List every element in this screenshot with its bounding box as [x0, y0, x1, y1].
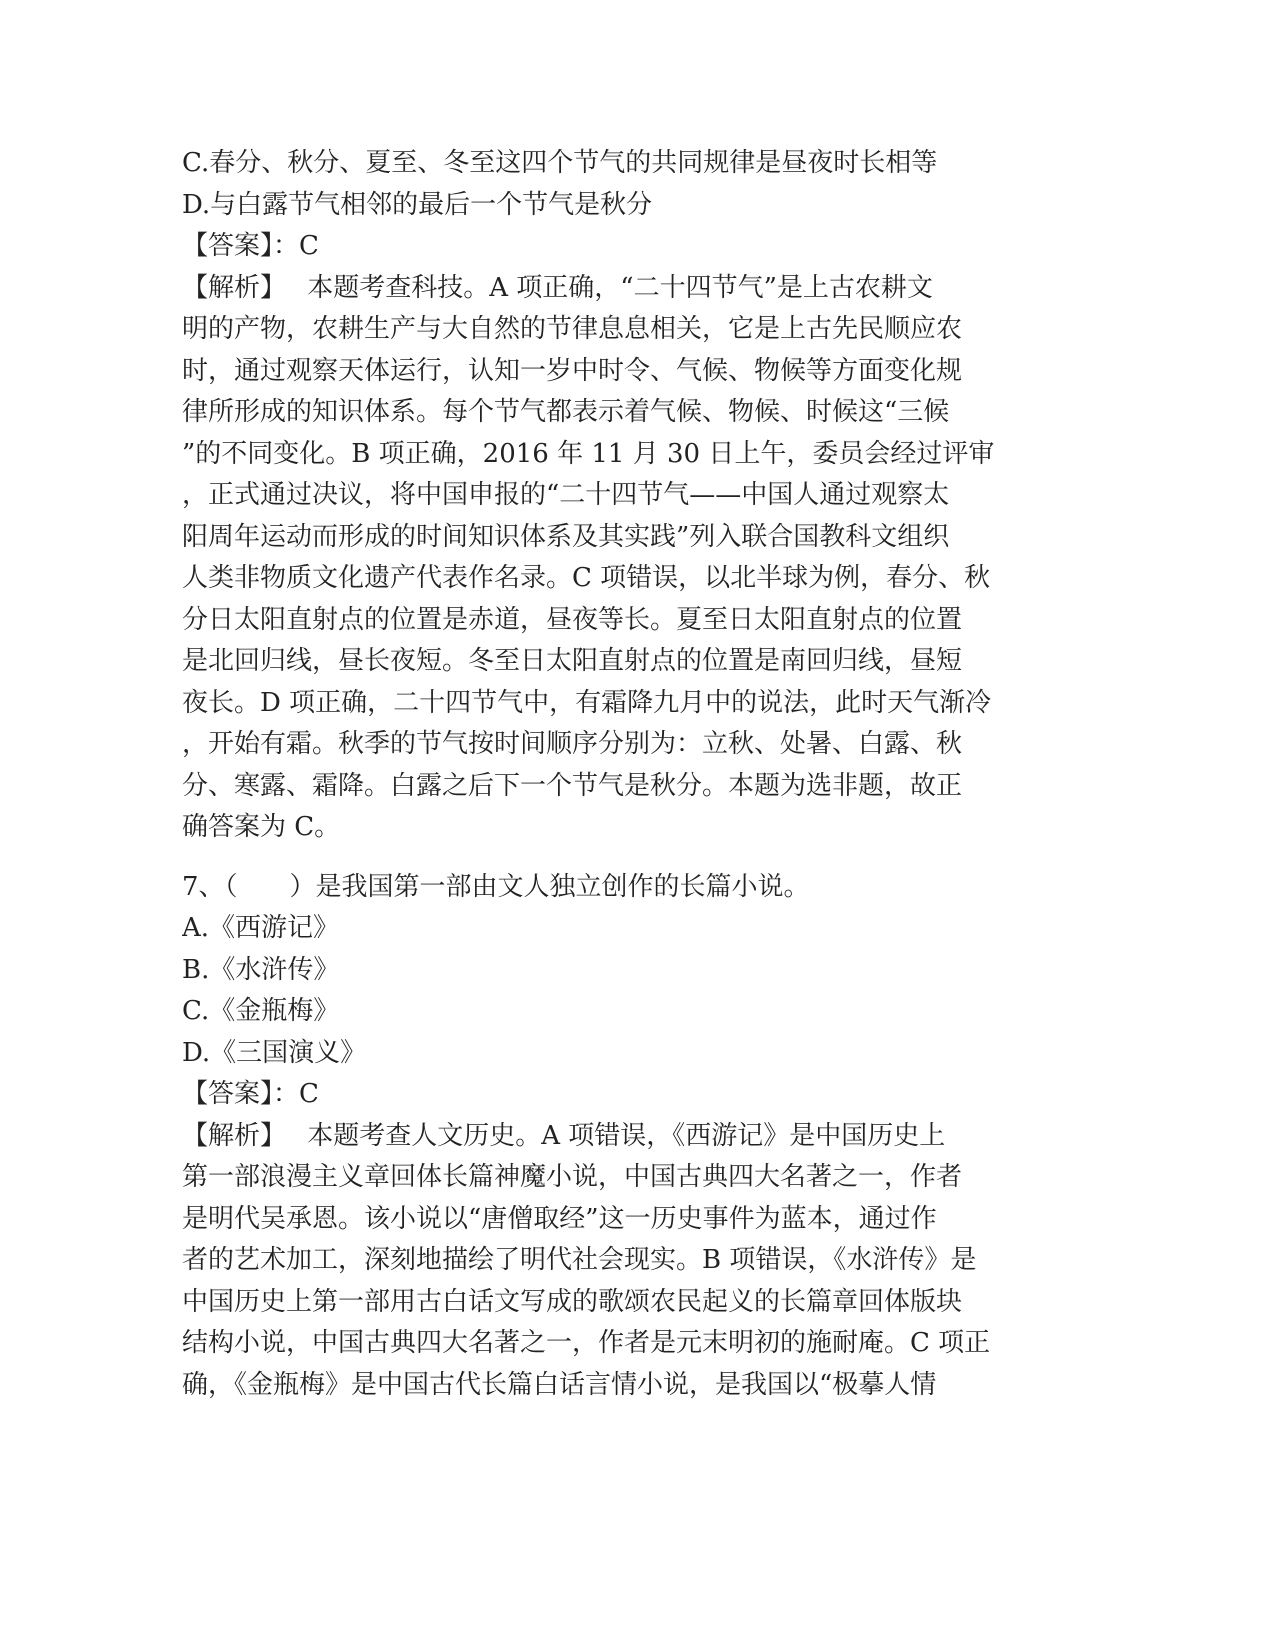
analysis-line: ”的不同变化。B 项正确，2016 年 11 月 30 日上午，委员会经过评审: [182, 438, 995, 469]
analysis-line: 第一部浪漫主义章回体长篇神魔小说，中国古典四大名著之一，作者: [182, 1162, 963, 1192]
analysis-line: 人类非物质文化遗产代表作名录。C 项错误，以北半球为例，春分、秋: [182, 563, 991, 593]
q7-option-d: D.《三国演义》: [182, 1037, 367, 1068]
analysis-line: 【解析】 本题考查人文历史。A 项错误，《西游记》是中国历史上: [182, 1120, 946, 1151]
analysis-line: ，正式通过决议，将中国申报的“二十四节气——中国人通过观察太: [182, 480, 950, 510]
question-gap: [182, 849, 1052, 867]
analysis-line: 明的产物，农耕生产与大自然的节律息息相关，它是上古先民顺应农: [182, 314, 963, 344]
q7-analysis: [182, 1116, 1052, 1407]
analysis-line: 分日太阳直射点的位置是赤道，昼夜等长。夏至日太阳直射点的位置: [182, 604, 963, 635]
q6-option-d: D.与白露节气相邻的最后一个节气是秋分: [182, 189, 653, 220]
q7-option-c: C.《金瓶梅》: [182, 996, 340, 1026]
analysis-line: 是明代吴承恩。该小说以“唐僧取经”这一历史事件为蓝本，通过作: [182, 1203, 937, 1234]
analysis-line: 确，《金瓶梅》是中国古代长篇白话言情小说，是我国以“极摹人情: [182, 1369, 937, 1400]
analysis-line: 律所形成的知识体系。每个节气都表示着气候、物候、时候这“三候: [182, 397, 950, 427]
q7-option-b: B.《水浒传》: [182, 954, 340, 985]
analysis-line: 【解析】 本题考查科技。A 项正确，“二十四节气”是上古农耕文: [182, 272, 933, 303]
page-content: [182, 143, 1052, 1406]
q7-option-a: A.《西游记》: [182, 913, 340, 943]
analysis-line: 分、寒露、霜降。白露之后下一个节气是秋分。本题为选非题，故正: [182, 770, 963, 801]
analysis-line: 结构小说，中国古典四大名著之一，作者是元末明初的施耐庵。C 项正: [182, 1328, 991, 1358]
analysis-line: 中国历史上第一部用古白话文写成的歌颂农民起义的长篇章回体版块: [182, 1286, 963, 1317]
analysis-line: 者的艺术加工，深刻地描绘了明代社会现实。B 项错误，《水浒传》是: [182, 1245, 977, 1275]
q7-question: 7、（ ）是我国第一部由文人独立创作的长篇小说。: [182, 871, 810, 902]
analysis-line: ，开始有霜。秋季的节气按时间顺序分别为：立秋、处暑、白露、秋: [182, 729, 963, 759]
analysis-line: 是北回归线，昼长夜短。冬至日太阳直射点的位置是南回归线，昼短: [182, 646, 963, 676]
analysis-line: 夜长。D 项正确，二十四节气中，有霜降九月中的说法，此时天气渐冷: [182, 687, 992, 718]
q6-answer: 【答案】：C: [182, 231, 319, 261]
q7-answer: 【答案】：C: [182, 1079, 319, 1109]
q6-analysis: [182, 268, 1052, 849]
q6-option-c: C.春分、秋分、夏至、冬至这四个节气的共同规律是昼夜时长相等: [182, 148, 938, 178]
analysis-line: 确答案为 C。: [182, 812, 341, 842]
analysis-line: 阳周年运动而形成的时间知识体系及其实践”列入联合国教科文组织: [182, 521, 950, 552]
analysis-line: 时，通过观察天体运行，认知一岁中时令、气候、物候等方面变化规: [182, 355, 963, 386]
